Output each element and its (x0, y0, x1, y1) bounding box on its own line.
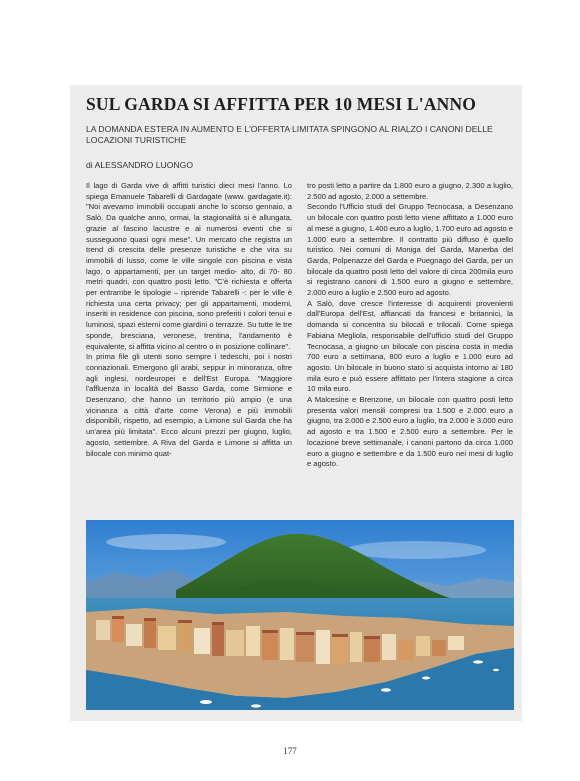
photo-illustration (86, 520, 514, 710)
lake-town-photo (86, 520, 514, 710)
paragraph: A Salò, dove cresce l'interesse di acquirenti provenienti dall'Europa dell'Est, affiancati da francesi e britannici, la domanda si concentra su bilocali e trilocali. Come spiega Fabiana Megliola, responsabile dell'ufficio studi del Gruppo Tecnocasa, a giugno un bilocale con piscina costa in media 700 euro a settimana, 800 euro a luglio e 1.000 euro ad agosto. Un bilocale in buono stato si acquista intorno ai 180 mila euro e può essere affittato per l'intera stagione a circa 10 mila euro. (307, 298, 513, 394)
article-column-left (86, 181, 292, 515)
byline-prefix: di (86, 160, 93, 170)
paragraph: In prima file gli utenti sono sempre i tedeschi, poi i nostri connazionali. Emergono gli arabi, seppur in minoranza, oltre agli inglesi, nordeuropei e dell'Est Europa. "Maggiore l'affluenza in località del Basso Garda, come Sirmione e Desenzano, che hanno un territorio più ampio (e una vicinanza a città d'arte come Verona) e più immobili disponibili, rispetto, ad esempio, a Limone sul Garda che ha un'area più limitata". Ecco alcuni prezzi per giugno, luglio, agosto, settembre. A Riva del Garda e Limone si affitta un bilocale con minimo quat- (86, 352, 292, 458)
article-subhead: LA DOMANDA ESTERA IN AUMENTO E L'OFFERTA LIMITATA SPINGONO AL RIALZO I CANONI DELLE LOCAZIONI TURISTICHE (86, 124, 493, 145)
paragraph: Il lago di Garda vive di affitti turistici dieci mesi l'anno. Lo spiega Emanuele Tabarelli di Gardagate (www. gardagate.it): "Noi avevamo immobili occupati anche lo scorso gennaio, a Salò. Da qualche anno, ormai, la stagionalità si è allungata, grazie al fascino lacustre e ai numerosi eventi che si susseguono quasi ogni mese". Un mercato che registra un trend di crescita delle presenze turistiche e che vira su immobili di lusso, come le ville singole con piscina e vista lago, o appartamenti, per un target medio- alto, di 70- 80 metri quadri, con quattro posti letto. "C'è richiesta e offerta per entrambe le tipologie – riprende Tabarelli -: per le ville è richiesta una certa privacy; per gli appartamenti, moderni, inseriti in residence con piscina, sono preferiti i colori tenui e luminosi, spazi esterni come giardini o terrazze. Su tutte le tre sponde, bresciana, veronese, trentina, l'andamento è equivalente, si affitta vicino al centro o in posizione collinare". (86, 181, 292, 351)
paragraph: Secondo l'Ufficio studi del Gruppo Tecnocasa, a Desenzano un bilocale con quattro posti letto viene affittato a 1.000 euro al mese a giugno, 1.400 euro a luglio, 1.700 euro ad agosto e 1.000 euro a settembre. Il contratto più diffuso è quello turistico. Nei comuni di Moniga del Garda, Manerba del Garda, Polpenazze del Garda e Puegnago del Garda, per un bilocale da quattro posti letto del valore di circa 200mila euro si registrano canoni di 1.500 euro a giugno e settembre, 2.000 euro a luglio e 2.500 euro ad agosto. (307, 202, 513, 298)
paragraph: tro posti letto a partire da 1.800 euro a giugno, 2.300 a luglio, 2.500 ad agosto, 2.000 a settembre. (307, 181, 513, 201)
page-number: 177 (283, 746, 297, 756)
article-column-right (307, 181, 513, 515)
paragraph: A Malcesine e Brenzone, un bilocale con quattro posti letto presenta valori mensili compresi tra 1.500 e 2.000 euro a giugno, tra 2.000 e 2.500 euro a luglio, tra 2.000 e 3.000 euro ad agosto e tra 1.500 e 2.500 euro a settembre. Per le locazione breve settimanale, i canoni partono da circa 1.000 euro a giugno e settembre e da 1.500 euro nei mesi di luglio e agosto. (307, 395, 513, 469)
byline-author: ALESSANDRO LUONGO (94, 160, 193, 170)
article-byline (86, 160, 193, 170)
article-headline: SUL GARDA SI AFFITTA PER 10 MESI L'ANNO (86, 94, 477, 114)
